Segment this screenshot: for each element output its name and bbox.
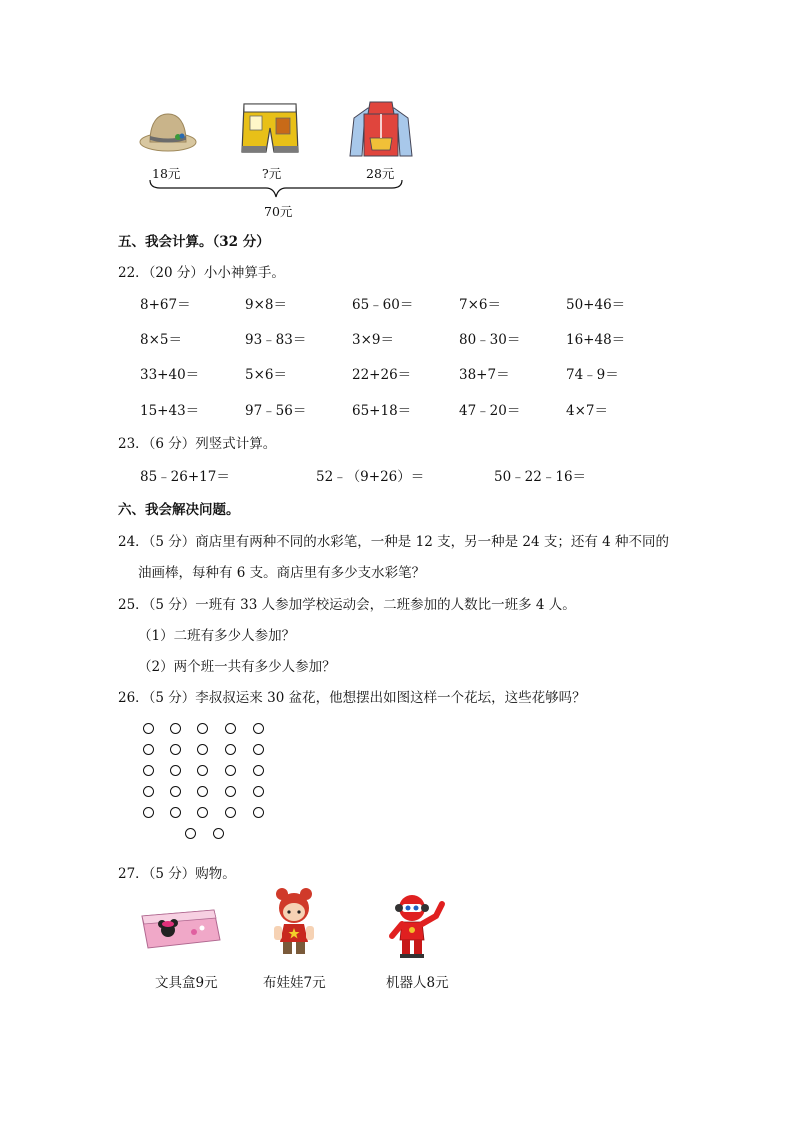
q23-item-3: 50﹣22﹣16＝ (494, 469, 587, 485)
calc-item: 4×7＝ (566, 403, 608, 419)
pencil-box-label: 文具盒9元 (155, 975, 218, 991)
q22-title: 22．（20 分）小小神算手。 (118, 265, 285, 281)
robot-picture (386, 892, 454, 960)
calc-item: 9×8＝ (245, 297, 287, 313)
flower-circle (225, 765, 236, 776)
q26-text: 26．（5 分）李叔叔运来 30 盆花，他想摆出如图这样一个花坛，这些花够吗？ (118, 690, 586, 706)
q25-text: 25．（5 分）一班有 33 人参加学校运动会，二班参加的人数比一班多 4 人。 (118, 597, 576, 613)
calc-item: 80﹣30＝ (459, 332, 521, 348)
pencil-box-picture (138, 906, 222, 950)
jacket-price: 28元 (366, 166, 395, 181)
calc-item: 33+40＝ (140, 367, 200, 383)
flower-circle (213, 828, 224, 839)
hat-price: 18元 (152, 166, 181, 181)
pants-price: ?元 (262, 166, 282, 181)
doll-label: 布娃娃7元 (263, 975, 326, 991)
q24-line2: 油画棒，每种有 6 支。商店里有多少支水彩笔？ (138, 565, 426, 581)
jacket-picture (348, 100, 414, 160)
flower-circle (143, 723, 154, 734)
flower-circle (170, 807, 181, 818)
flower-circle (253, 807, 264, 818)
q23-item-1: 85﹣26+17＝ (140, 469, 230, 485)
calc-item: 47﹣20＝ (459, 403, 521, 419)
calc-item: 65+18＝ (352, 403, 412, 419)
calc-item: 8×5＝ (140, 332, 182, 348)
flower-circle (143, 765, 154, 776)
calc-item: 5×6＝ (245, 367, 287, 383)
calc-item: 74﹣9＝ (566, 367, 619, 383)
q23-item-2: 52﹣（9+26）＝ (316, 469, 425, 485)
flower-circle (253, 744, 264, 755)
flower-circle (197, 786, 208, 797)
doll-picture (268, 886, 320, 958)
calc-item: 93﹣83＝ (245, 332, 307, 348)
flower-circle (170, 786, 181, 797)
q25-sub2: （2）两个班一共有多少人参加？ (138, 659, 336, 675)
robot-label: 机器人8元 (386, 975, 449, 991)
calc-item: 7×6＝ (459, 297, 501, 313)
calc-item: 50+46＝ (566, 297, 626, 313)
total-price: 70元 (264, 204, 293, 219)
flower-circle (143, 807, 154, 818)
calc-item: 15+43＝ (140, 403, 200, 419)
calc-item: 8+67＝ (140, 297, 191, 313)
flower-circle (225, 723, 236, 734)
section6-heading: 六、我会解决问题。 (118, 502, 240, 518)
calc-item: 97﹣56＝ (245, 403, 307, 419)
flower-circle (197, 807, 208, 818)
flower-circle (225, 744, 236, 755)
hat-picture (138, 108, 198, 156)
calc-item: 16+48＝ (566, 332, 626, 348)
calc-item: 22+26＝ (352, 367, 412, 383)
pants-picture (240, 100, 300, 156)
total-brace (148, 178, 404, 200)
flower-circle (225, 786, 236, 797)
q23-title: 23．（6 分）列竖式计算。 (118, 436, 277, 452)
flower-circle (197, 723, 208, 734)
calc-item: 3×9＝ (352, 332, 394, 348)
flower-circle (253, 765, 264, 776)
flower-circle (197, 765, 208, 776)
q27-text: 27．（5 分）购物。 (118, 866, 236, 882)
calc-item: 65﹣60＝ (352, 297, 414, 313)
flower-circle (185, 828, 196, 839)
flower-circle (253, 786, 264, 797)
q25-sub1: （1）二班有多少人参加？ (138, 628, 296, 644)
flower-circle (253, 723, 264, 734)
flower-circle (170, 765, 181, 776)
flower-circle (197, 744, 208, 755)
flower-circle (143, 786, 154, 797)
flower-circle (143, 744, 154, 755)
flower-circle (225, 807, 236, 818)
flower-circle (170, 744, 181, 755)
flower-circle (170, 723, 181, 734)
section5-heading: 五、我会计算。（32 分） (118, 234, 270, 250)
q24-line1: 24．（5 分）商店里有两种不同的水彩笔，一种是 12 支，另一种是 24 支；还有 4 种不同的 (118, 534, 670, 550)
calc-item: 38+7＝ (459, 367, 510, 383)
